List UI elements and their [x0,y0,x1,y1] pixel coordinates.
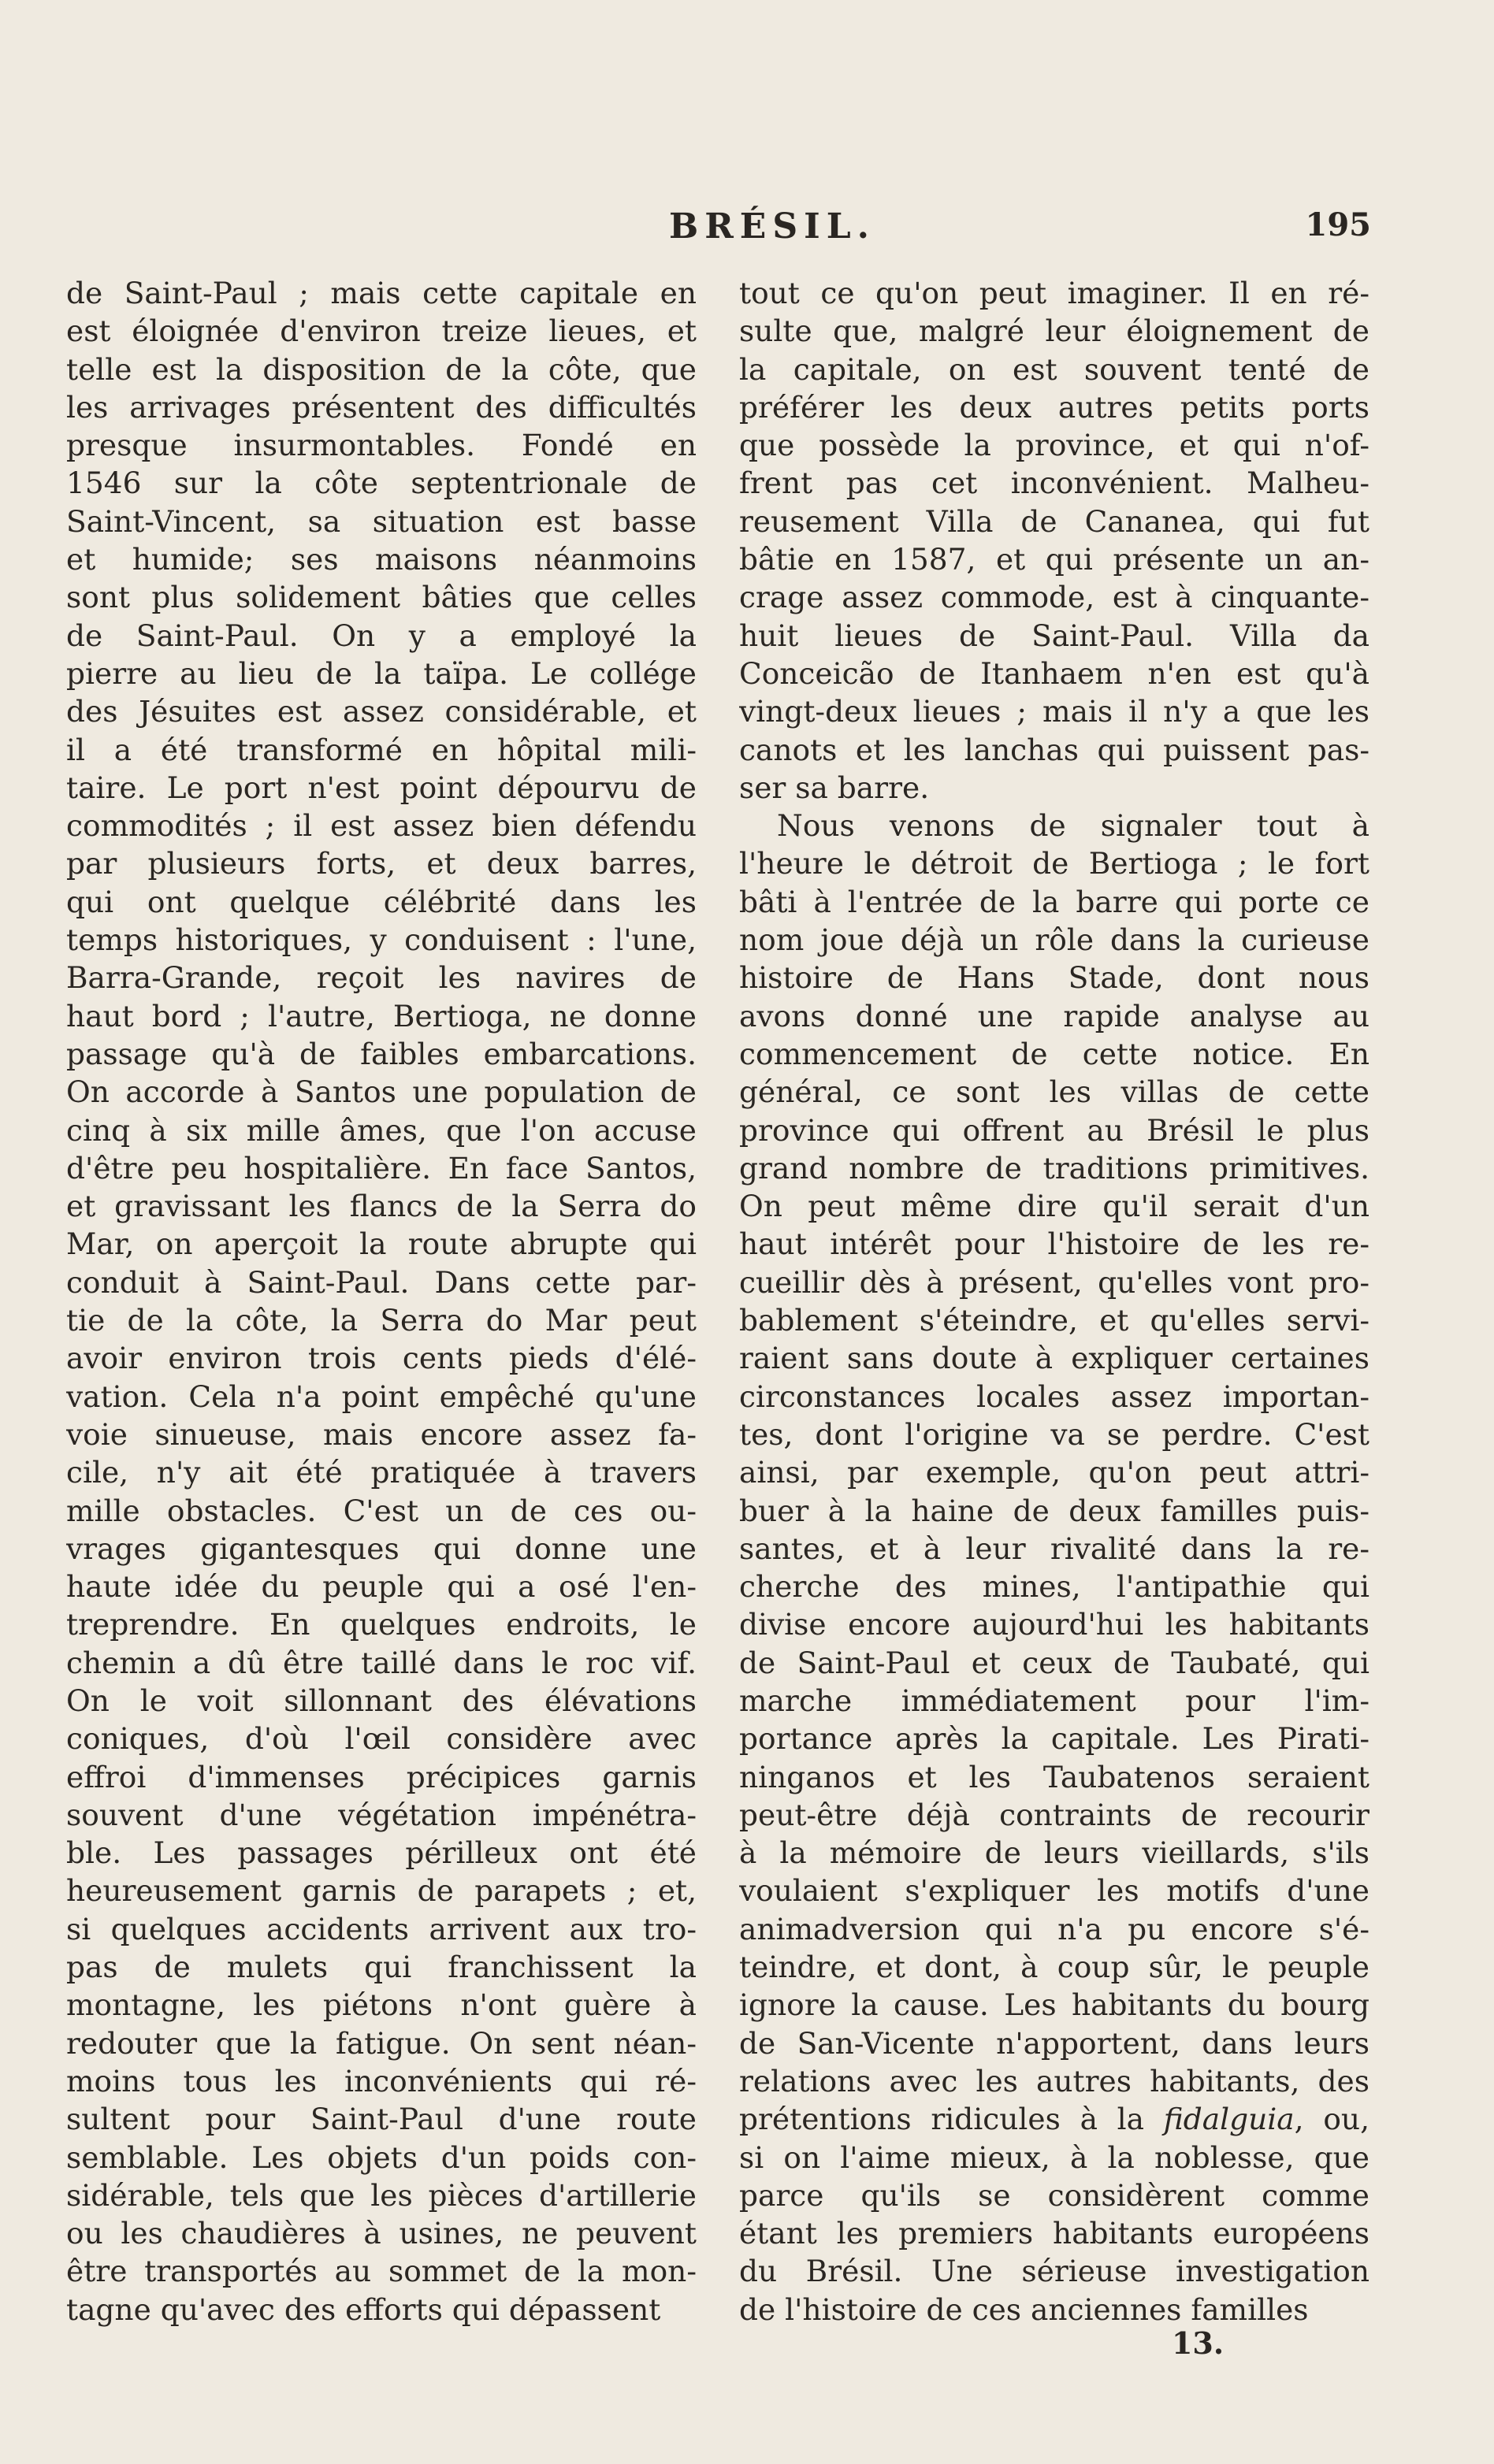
text-line: huit lieues de Saint-Paul. Villa da [739,618,1370,653]
text-line: moins tous les inconvénients qui ré- [66,2063,697,2098]
text-line: vation. Cela n'a point empêché qu'une [66,1379,697,1414]
text-line: portance après la capitale. Les Pirati- [739,1721,1370,1757]
text-line: à la mémoire de leurs vieillards, s'ils [739,1835,1370,1871]
text-line: du Brésil. Une sérieuse investigation [739,2254,1370,2289]
text-line: montagne, les piétons n'ont guère à [66,1987,697,2023]
text-line: ignore la cause. Les habitants du bourg [739,1987,1370,2023]
text-line: des Jésuites est assez considérable, et [66,694,697,729]
text-line: haut intérêt pour l'histoire de les re- [739,1226,1370,1262]
text-line: mille obstacles. C'est un de ces ou- [66,1493,697,1528]
text-line: bâtie en 1587, et qui présente un an- [739,542,1370,577]
right-column [739,274,1370,2329]
text-line: Conceicão de Itanhaem n'en est qu'à [739,655,1370,691]
text-line: cile, n'y ait été pratiquée à travers [66,1455,697,1490]
text-line: nom joue déjà un rôle dans la curieuse [739,922,1370,958]
text-line: peut-être déjà contraints de recourir [739,1797,1370,1832]
text-line: On accorde à Santos une population de [66,1074,697,1110]
text-line: frent pas cet inconvénient. Malheu- [739,466,1370,501]
text-line: ble. Les passages périlleux ont été [66,1835,697,1871]
text-line: heureusement garnis de parapets ; et, [66,1873,697,1909]
text-line: marche immédiatement pour l'im- [739,1683,1370,1718]
text-line: est éloignée d'environ treize lieues, et [66,314,697,349]
text-line: commencement de cette notice. En [739,1036,1370,1071]
text-line: pas de mulets qui franchissent la [66,1950,697,1985]
left-column [66,274,697,2329]
text-line: de Saint-Paul ; mais cette capitale en [66,276,697,310]
text-line: ou les chaudières à usines, ne peuvent [66,2216,697,2251]
text-line: chemin a dû être taillé dans le roc vif. [66,1645,697,1680]
text-line: On le voit sillonnant des élévations [66,1683,697,1718]
text-line: crage assez commode, est à cinquante- [739,580,1370,615]
text-line: prétentions ridicules à la fidalguia, ou, [739,2102,1370,2137]
text-line: ser sa barre. [739,770,930,805]
text-line: semblable. Les objets d'un poids con- [66,2139,697,2175]
text-line: de San-Vicente n'apportent, dans leurs [739,2025,1370,2061]
text-line: vingt-deux lieues ; mais il n'y a que les [739,694,1370,729]
text-line: si on l'aime mieux, à la noblesse, que [739,2139,1370,2175]
text-line: bâti à l'entrée de la barre qui porte ce [739,884,1370,919]
text-line: santes, et à leur rivalité dans la re- [739,1531,1370,1566]
text-line: redouter que la fatigue. On sent néan- [66,2025,697,2061]
text-line: général, ce sont les villas de cette [739,1074,1370,1110]
text-line: de Saint-Paul et ceux de Taubaté, qui [739,1645,1370,1680]
text-line: de l'histoire de ces anciennes familles [739,2291,1309,2327]
text-line: haute idée du peuple qui a osé l'en- [66,1569,697,1605]
text-line: commodités ; il est assez bien défendu [66,808,697,844]
text-line: sulte que, malgré leur éloignement de [739,314,1370,349]
text-line: Barra-Grande, reçoit les navires de [66,960,697,996]
text-line: avoir environ trois cents pieds d'élé- [66,1341,697,1376]
text-line: buer à la haine de deux familles puis- [739,1493,1370,1528]
text-line: 1546 sur la côte septentrionale de [66,466,697,501]
text-line: taire. Le port n'est point dépourvu de [66,770,697,805]
text-line: sidérable, tels que les pièces d'artillerie [66,2177,697,2213]
signature-mark: 13. [1171,2325,1225,2361]
text-line: conduit à Saint-Paul. Dans cette par- [66,1264,697,1300]
text-line: d'être peu hospitalière. En face Santos, [66,1150,697,1186]
text-line: cueillir dès à présent, qu'elles vont pro- [739,1264,1370,1300]
text-line: Nous venons de signaler tout à [777,808,1370,844]
text-line: la capitale, on est souvent tenté de [739,351,1370,387]
text-line: treprendre. En quelques endroits, le [66,1607,697,1642]
text-line: tagne qu'avec des efforts qui dépassent [66,2291,661,2327]
text-line: étant les premiers habitants européens [739,2216,1370,2251]
text-line: coniques, d'où l'œil considère avec [66,1721,697,1757]
text-line: animadversion qui n'a pu encore s'é- [739,1911,1370,1946]
text-line: parce qu'ils se considèrent comme [739,2177,1370,2213]
text-line: cinq à six mille âmes, que l'on accuse [66,1112,697,1148]
text-line: raient sans doute à expliquer certaines [739,1341,1370,1376]
text-line: reusement Villa de Cananea, qui fut [739,503,1370,539]
text-line: préférer les deux autres petits ports [739,389,1370,425]
text-line: sont plus solidement bâties que celles [66,580,697,615]
running-title: BRÉSIL. [669,206,875,247]
text-line: tout ce qu'on peut imaginer. Il en ré- [739,276,1370,310]
text-line: de Saint-Paul. On y a employé la [66,618,697,653]
text-line: pierre au lieu de la taïpa. Le collége [66,655,697,691]
page-number: 195 [1305,206,1371,243]
text-line: si quelques accidents arrivent aux tro- [66,1911,697,1946]
text-line: l'heure le détroit de Bertioga ; le fort [739,846,1370,881]
text-line: et gravissant les flancs de la Serra do [66,1189,697,1224]
text-line: cherche des mines, l'antipathie qui [739,1569,1370,1605]
text-line: relations avec les autres habitants, des [739,2063,1370,2098]
text-line: que possède la province, et qui n'of- [739,428,1370,463]
text-line: canots et les lanchas qui puissent pas- [739,732,1370,767]
text-line: être transportés au sommet de la mon- [66,2254,697,2289]
text-line: On peut même dire qu'il serait d'un [739,1189,1370,1224]
text-line: telle est la disposition de la côte, que [66,351,697,387]
text-line: grand nombre de traditions primitives. [739,1150,1370,1186]
text-line: province qui offrent au Brésil le plus [739,1112,1370,1148]
text-line: vrages gigantesques qui donne une [66,1531,697,1566]
text-line: par plusieurs forts, et deux barres, [66,846,697,881]
text-line: qui ont quelque célébrité dans les [66,884,697,919]
text-line: tes, dont l'origine va se perdre. C'est [739,1416,1370,1452]
text-line: voie sinueuse, mais encore assez fa- [66,1416,697,1452]
text-line: bablement s'éteindre, et qu'elles servi- [739,1303,1370,1338]
text-line: les arrivages présentent des difficultés [66,389,697,425]
text-line: presque insurmontables. Fondé en [66,428,697,463]
text-line: souvent d'une végétation impénétra- [66,1797,697,1832]
text-line: il a été transformé en hôpital mili- [66,732,697,767]
text-line: temps historiques, y conduisent : l'une, [66,922,697,958]
text-line: voulaient s'expliquer les motifs d'une [739,1873,1370,1909]
text-line: ninganos et les Taubatenos seraient [739,1759,1370,1794]
text-line: histoire de Hans Stade, dont nous [739,960,1370,996]
text-line: effroi d'immenses précipices garnis [66,1759,697,1794]
text-line: Saint-Vincent, sa situation est basse [66,503,697,539]
text-line: circonstances locales assez importan- [739,1379,1370,1414]
text-line: tie de la côte, la Serra do Mar peut [66,1303,697,1338]
text-line: Mar, on aperçoit la route abrupte qui [66,1226,697,1262]
text-line: et humide; ses maisons néanmoins [66,542,697,577]
text-line: avons donné une rapide analyse au [739,998,1370,1033]
text-line: haut bord ; l'autre, Bertioga, ne donne [66,998,697,1033]
text-line: divise encore aujourd'hui les habitants [739,1607,1370,1642]
text-line: ainsi, par exemple, qu'on peut attri- [739,1455,1370,1490]
text-line: sultent pour Saint-Paul d'une route [66,2102,697,2137]
text-line: passage qu'à de faibles embarcations. [66,1036,697,1071]
text-line: teindre, et dont, à coup sûr, le peuple [739,1950,1370,1985]
